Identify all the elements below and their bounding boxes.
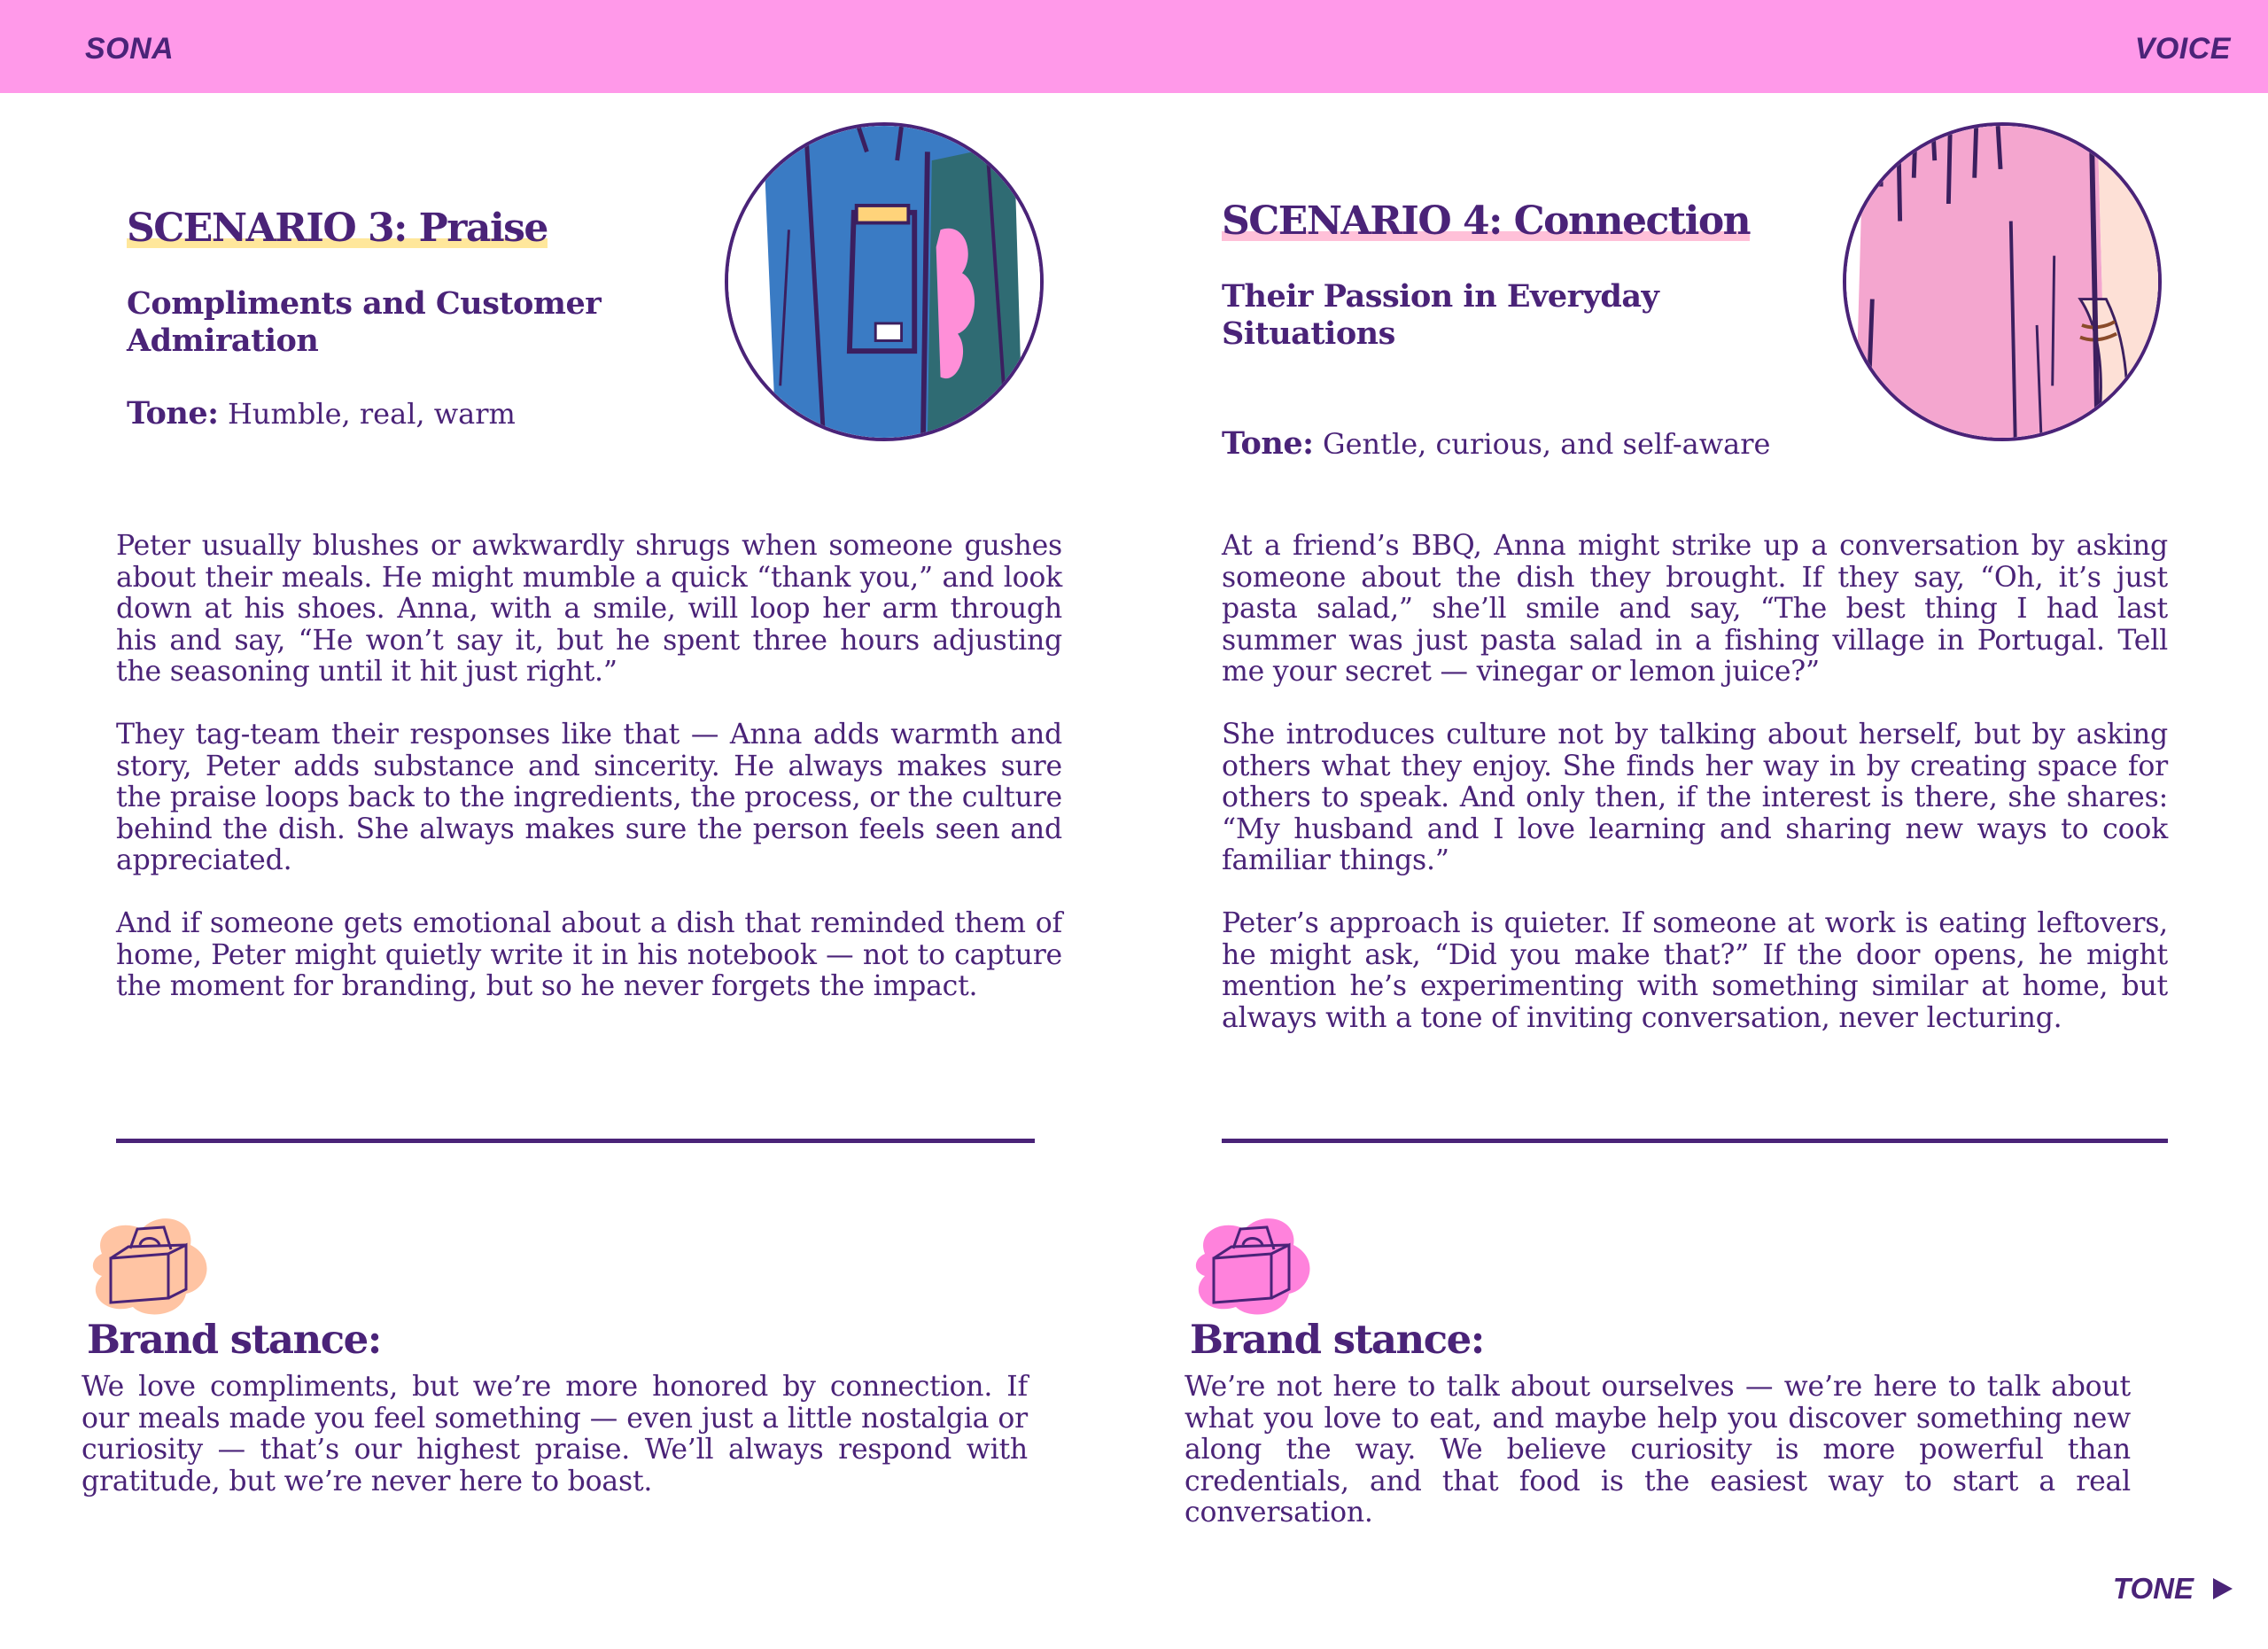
scenario-4-title: SCENARIO 4: Connection xyxy=(1222,198,1751,244)
scenario-3-title: SCENARIO 3: Praise xyxy=(127,206,548,251)
brand-stance-text: We love compliments, but we’re more honored by connection. If our meals made you feel something — even just a little nostalgia or curiosity — that’s our highest praise. We’ll always respond with gratitude, but we’re never here to boast. xyxy=(82,1371,1028,1497)
header-left-label: SONA xyxy=(85,32,175,66)
paragraph: Peter’s approach is quieter. If someone at work is eating leftovers, he might ask, “Did you make that?” If the door opens, he might mention he’s experimenting with something similar at home, but always with a tone of inviting conversation, never lecturing. xyxy=(1222,907,2168,1034)
paragraph: Peter usually blushes or awkwardly shrugs when someone gushes about their meals. He might mumble a quick “thank you,” and look down at his shoes. Anna, with a smile, will loop her arm through his and say, “He won’t say it, but he spent three hours adjusting the seasoning until it hit just right.” xyxy=(116,530,1062,688)
paragraph: At a friend’s BBQ, Anna might strike up a conversation by asking someone about the dish they brought. If they say, “Oh, it’s just pasta salad,” she’ll smile and say, “The best thing I had last summer was just pasta salad in a fishing village in Portugal. Tell me your secret — vinegar or lemon juice?” xyxy=(1222,530,2168,688)
next-page-label: TONE xyxy=(2112,1572,2194,1605)
section-divider xyxy=(1222,1139,2168,1143)
brand-stance-text: We’re not here to talk about ourselves — we’re here to talk about what you love to eat, and maybe help you discover something new along the way. We believe curiosity is more powerful than credentials, and that food is the easiest way to start a real conversation. xyxy=(1184,1371,2131,1528)
play-arrow-icon xyxy=(2211,1576,2234,1601)
brand-stance-title: Brand stance: xyxy=(1190,1316,1484,1363)
tone-value: Gentle, curious, and self-aware xyxy=(1323,427,1771,461)
scenario-3-body xyxy=(116,531,1062,1034)
paragraph: She introduces culture not by talking about herself, but by asking others what they enjoy. She finds her way in by creating space for others to speak. And only then, if the interest is there, she shares: “My husband and I love learning and sharing new ways to cook familiar things.” xyxy=(1222,719,2168,876)
header-right-label: VOICE xyxy=(2134,32,2231,66)
scenario-4-body xyxy=(1222,531,2168,1066)
paragraph: They tag-team their responses like that — Anna adds warmth and story, Peter adds substance and sincerity. He always makes sure the praise loops back to the ingredients, the process, or the culture behind the dish. She always makes sure the person feels seen and appreciated. xyxy=(116,719,1062,876)
scenario-4-illustration xyxy=(1843,122,2162,441)
scenario-4-tone xyxy=(1222,425,1770,462)
scenario-3-subtitle: Compliments and Customer Admiration xyxy=(127,285,602,359)
scenario-4-subtitle: Their Passion in Everyday Situations xyxy=(1222,278,1659,352)
tone-label: Tone: xyxy=(127,395,219,432)
brand-stance-title: Brand stance: xyxy=(87,1316,381,1363)
scenario-3-tone xyxy=(127,395,516,432)
takeout-box-icon xyxy=(84,1210,217,1325)
scenario-3-illustration xyxy=(725,122,1044,441)
paragraph: And if someone gets emotional about a dish that reminded them of home, Peter might quietly write it in his notebook — not to capture the moment for branding, but so he never forgets the impact. xyxy=(116,907,1062,1002)
takeout-box-icon xyxy=(1187,1210,1320,1325)
tone-value: Humble, real, warm xyxy=(228,397,516,431)
dress-illustration-icon xyxy=(1846,126,2158,438)
apron-illustration-icon xyxy=(728,126,1040,438)
section-divider xyxy=(116,1139,1035,1143)
next-page-link[interactable] xyxy=(2113,1572,2234,1606)
tone-label: Tone: xyxy=(1222,425,1314,462)
header-bar xyxy=(0,0,2268,93)
